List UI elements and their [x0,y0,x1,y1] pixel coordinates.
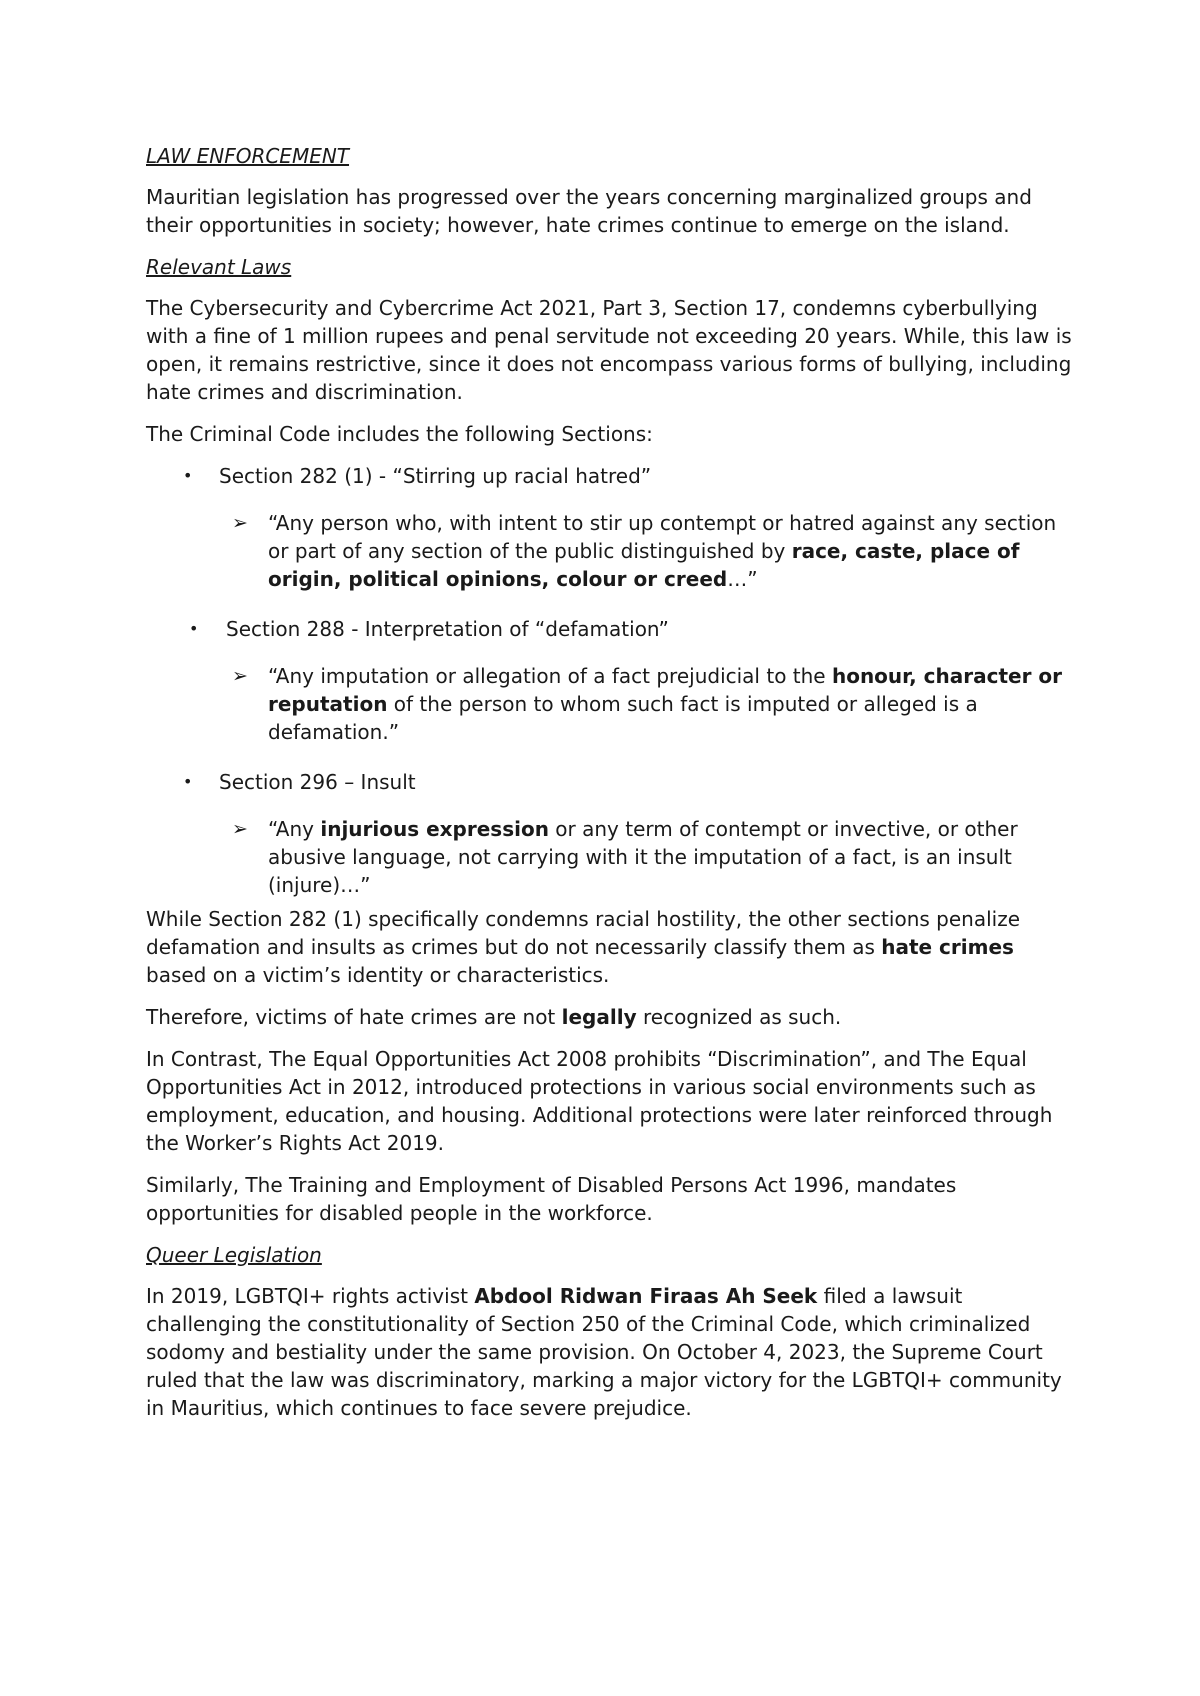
quote-text-end: …” [727,567,758,591]
section-288-bullet [146,615,1076,643]
quote-text-end: of the person to whom such fact is imputed or alleged is a defamation.” [268,692,978,744]
section-282-title: Section 282 (1) - “Stirring up racial hatred” [219,464,652,488]
section-296-title: Section 296 – Insult [219,770,416,794]
quote-bold-text: honour, character or reputation [268,664,1063,716]
relevant-laws-heading: Relevant Laws [146,255,292,279]
arrow-bullet-icon: ➢ [232,512,248,534]
analysis-text: While Section 282 (1) specifically condemns racial hostility, the other sections penalize defamation and insults as crimes but do not necessarily classify them as [146,907,1020,959]
analysis-bold: hate crimes [881,935,1014,959]
quote-bold-text: injurious expression [320,817,549,841]
criminal-code-intro: The Criminal Code includes the following Sections: [146,422,653,446]
section-296-bullet [146,768,1076,796]
section-296-quote [146,815,1076,899]
queer-text-end: filed a lawsuit challenging the constitutionality of Section 250 of the Criminal Code, which criminalized sodomy and bestiality under the same provision. On October 4, 2023, the Supreme Court ruled that the law was discriminatory, marking a major victory for the LGBTQI+ community in Mauritius, which continues to face severe prejudice. [146,1284,1062,1420]
section-title: LAW ENFORCEMENT [146,144,350,168]
bullet-icon: • [183,466,193,485]
quote-text: “Any person who, with intent to stir up contempt or hatred against any section or part of any section of the public distinguished by [268,511,1057,563]
queer-paragraph [146,1282,1076,1422]
therefore-paragraph [146,1003,1076,1031]
quote-text: “Any [268,817,321,841]
queer-text: In 2019, LGBTQI+ rights activist [146,1284,475,1308]
queer-legislation-heading: Queer Legislation [146,1243,322,1267]
quote-text: “Any imputation or allegation of a fact prejudicial to the [268,664,832,688]
section-288-title: Section 288 - Interpretation of “defamation” [226,617,669,641]
section-288-quote [146,662,1076,746]
arrow-bullet-icon: ➢ [232,665,248,687]
therefore-text: Therefore, victims of hate crimes are not [146,1005,562,1029]
bullet-icon: • [183,772,193,791]
analysis-paragraph [146,905,1076,989]
quote-bold-text: race, caste, place of origin, political opinions, colour or creed [268,539,1020,591]
contrast-paragraph: In Contrast, The Equal Opportunities Act 2008 prohibits “Discrimination”, and The Equal Opportunities Act in 2012, introduced protections in various social environments such as employment, education, and housing. Additional protections were later reinforced through the Worker’s Rights Act 2019. [146,1047,1053,1155]
therefore-bold: legally [561,1005,637,1029]
document-page [146,142,1076,1436]
arrow-bullet-icon: ➢ [232,818,248,840]
bullet-icon: • [189,619,199,638]
quote-text-end: or any term of contempt or invective, or other abusive language, not carrying with it the imputation of a fact, is an insult (injure)…” [268,817,1018,897]
section-282-bullet [146,462,1076,490]
cyber-act-paragraph: The Cybersecurity and Cybercrime Act 2021, Part 3, Section 17, condemns cyberbullying with a fine of 1 million rupees and penal servitude not exceeding 20 years. While, this law is open, it remains restrictive, since it does not encompass various forms of bullying, including hate crimes and discrimination. [146,296,1072,404]
similarly-paragraph: Similarly, The Training and Employment of Disabled Persons Act 1996, mandates opportunities for disabled people in the workforce. [146,1173,957,1225]
queer-bold: Abdool Ridwan Firaas Ah Seek [474,1284,818,1308]
analysis-text-end: based on a victim’s identity or characteristics. [146,963,610,987]
therefore-text-end: recognized as such. [636,1005,842,1029]
intro-paragraph: Mauritian legislation has progressed over the years concerning marginalized groups and their opportunities in society; however, hate crimes continue to emerge on the island. [146,185,1032,237]
section-282-quote [146,509,1076,593]
